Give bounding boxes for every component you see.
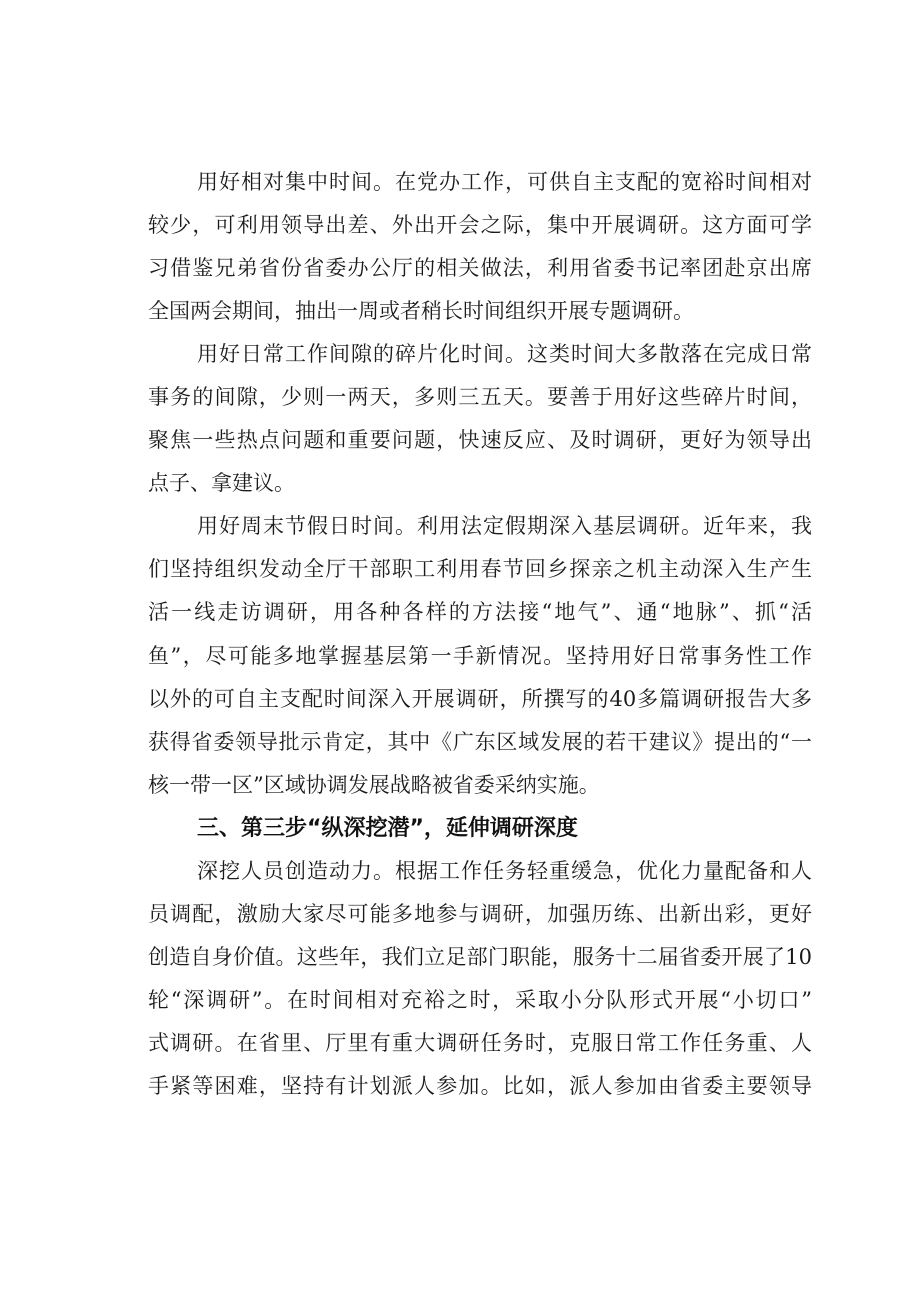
paragraph-line: 轮“深调研”。在时间相对充裕之时，采取小分队形式开展“小切口” <box>148 987 812 1012</box>
paragraph-line: 习借鉴兄弟省份省委办公厅的相关做法，利用省委书记率团赴京出席 <box>148 256 812 281</box>
paragraph-line: 式调研。在省里、厅里有重大调研任务时，克服日常工作任务重、人 <box>148 1030 812 1055</box>
paragraph-line: 事务的间隙，少则一两天，多则三五天。要善于用好这些碎片时间， <box>148 385 812 410</box>
paragraph-line: 创造自身价值。这些年，我们立足部门职能，服务十二届省委开展了10 <box>148 944 812 969</box>
paragraph-3 <box>148 505 812 806</box>
paragraph-line: 核一带一区”区域协调发展战略被省委采纳实施。 <box>148 772 600 797</box>
paragraph-line: 们坚持组织发动全厅干部职工利用春节回乡探亲之机主动深入生产生 <box>148 557 812 582</box>
paragraph-line: 鱼”，尽可能多地掌握基层第一手新情况。坚持用好日常事务性工作 <box>148 643 812 668</box>
paragraph-line: 聚焦一些热点问题和重要问题，快速反应、及时调研，更好为领导出 <box>148 428 812 453</box>
paragraph-line: 全国两会期间，抽出一周或者稍长时间组织开展专题调研。 <box>148 299 694 324</box>
paragraph-line: 手紧等困难，坚持有计划派人参加。比如，派人参加由省委主要领导 <box>148 1073 812 1098</box>
section-heading: 三、第三步“纵深挖潜”，延伸调研深度 <box>197 815 578 841</box>
paragraph-line: 以外的可自主支配时间深入开展调研，所撰写的40多篇调研报告大多 <box>148 686 812 711</box>
paragraph-line: 获得省委领导批示肯定，其中《广东区域发展的若干建议》提出的“一 <box>148 729 812 754</box>
paragraph-line: 深挖人员创造动力。根据工作任务轻重缓急，优化力量配备和人 <box>197 858 812 883</box>
paragraph-2 <box>148 333 812 505</box>
paragraph-line: 点子、拿建议。 <box>148 471 295 496</box>
paragraph-line: 活一线走访调研，用各种各样的方法接“地气”、通“地脉”、抓“活 <box>148 600 812 625</box>
paragraph-1 <box>148 161 812 333</box>
paragraph-line: 较少，可利用领导出差、外出开会之际，集中开展调研。这方面可学 <box>148 213 812 238</box>
paragraph-4 <box>148 850 812 1108</box>
document-body <box>148 161 812 1108</box>
paragraph-line: 用好相对集中时间。在党办工作，可供自主支配的宽裕时间相对 <box>197 170 812 194</box>
paragraph-line: 用好日常工作间隙的碎片化时间。这类时间大多散落在完成日常 <box>197 342 812 367</box>
paragraph-line: 员调配，激励大家尽可能多地参与调研，加强历练、出新出彩，更好 <box>148 901 812 926</box>
paragraph-line: 用好周末节假日时间。利用法定假期深入基层调研。近年来，我 <box>197 514 812 539</box>
